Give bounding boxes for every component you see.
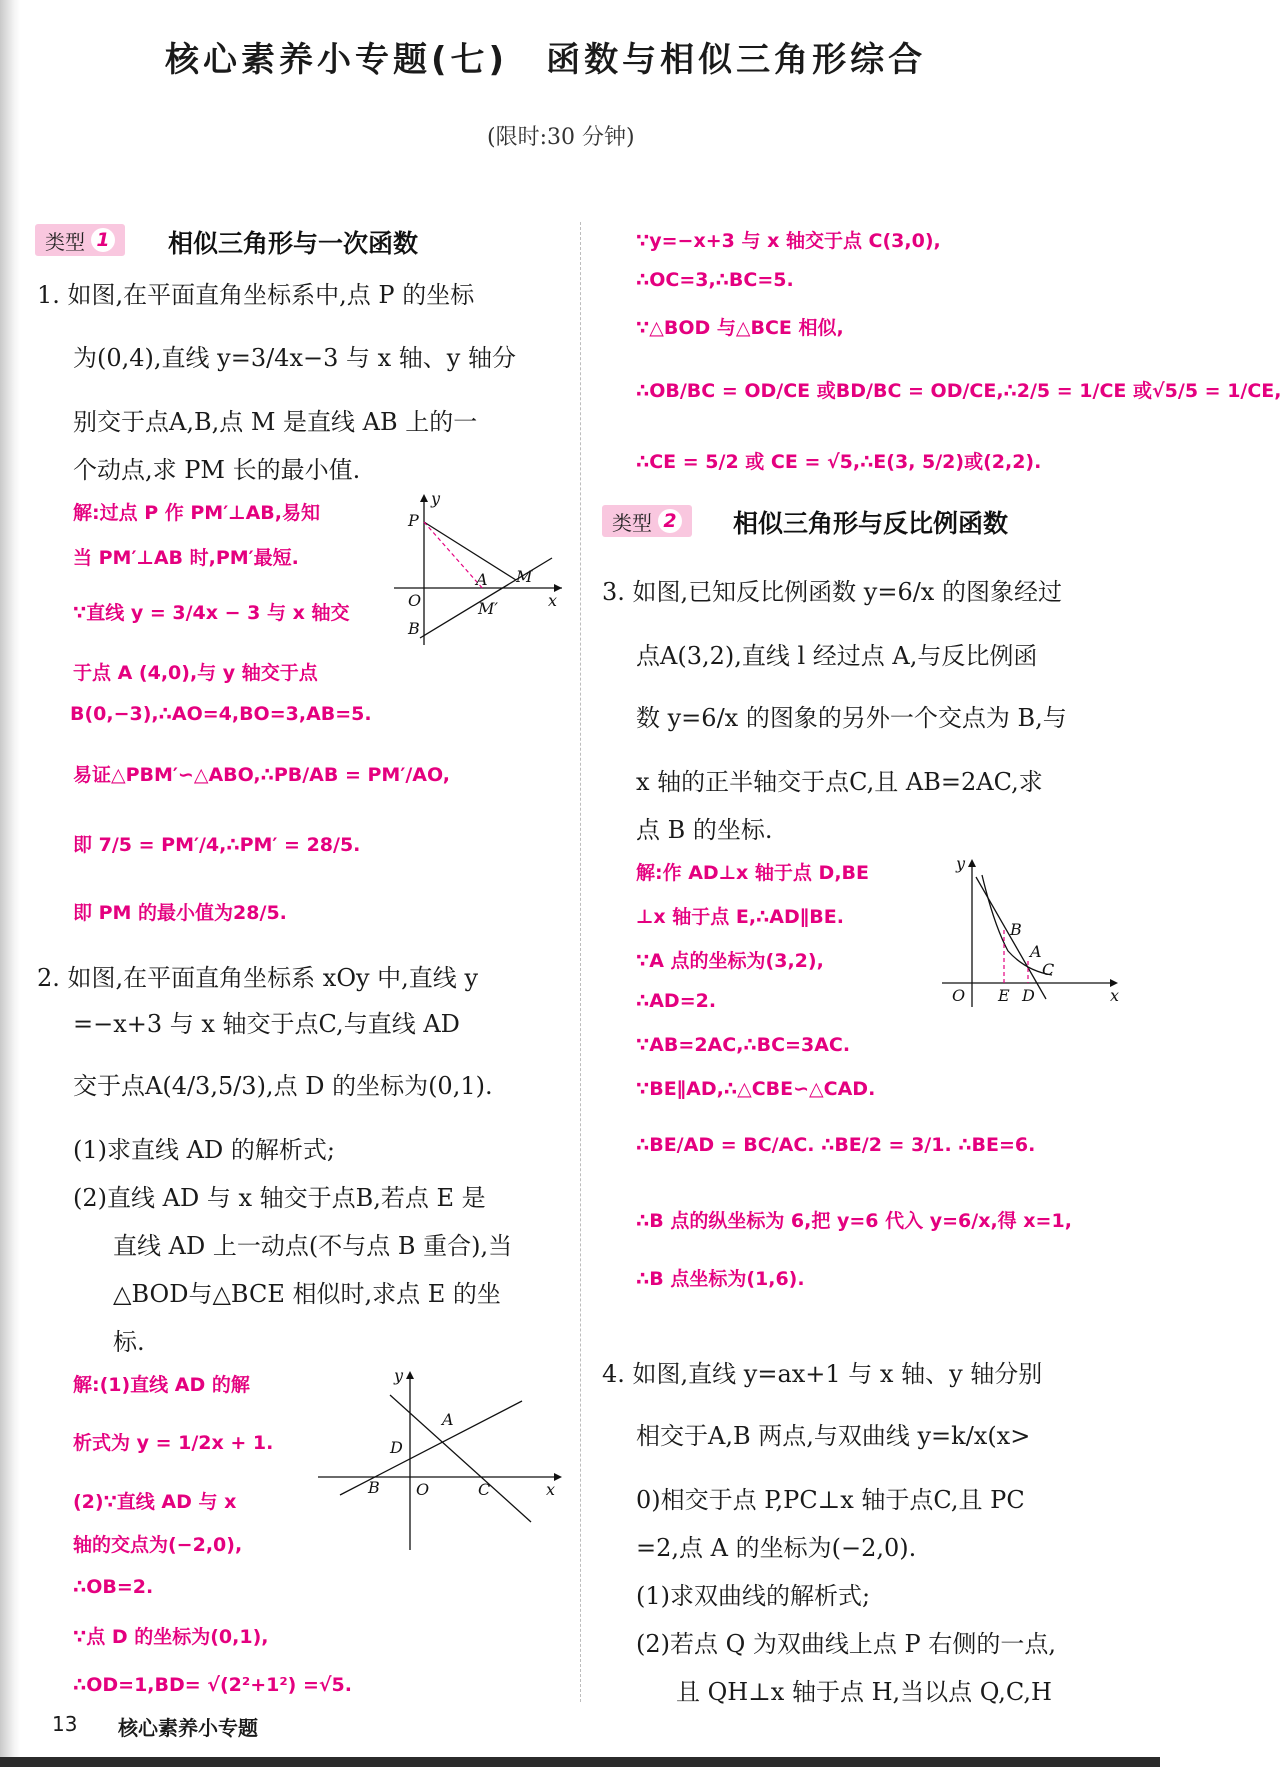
q3-solution-line: ∵AB=2AC,∴BC=3AC. — [636, 1034, 851, 1056]
q3-figure — [940, 855, 1130, 1010]
q3-figure-label: y — [956, 854, 966, 873]
q2-solution-right-line: ∵△BOD 与△BCE 相似, — [636, 317, 844, 339]
q2-figure-label: D — [390, 1438, 403, 1457]
q2-solution-line: 轴的交点为(−2,0), — [73, 1534, 243, 1556]
q1-figure-label: A — [476, 570, 488, 589]
q1-solution-line: 即 7/5 = PM′/4,∴PM′ = 28/5. — [73, 834, 361, 856]
type2-badge-number: 2 — [658, 509, 682, 533]
q2-solution-line: ∴OD=1,BD= √(2²+1²) =√5. — [73, 1674, 352, 1696]
q3-figure-label: C — [1042, 960, 1055, 979]
q1-figure-label: B — [408, 619, 420, 638]
q3-solution-line: ∴BE/AD = BC/AC. ∴BE/2 = 3/1. ∴BE=6. — [636, 1134, 1036, 1156]
bottom-bar — [0, 1757, 1160, 1767]
q1-line: 个动点,求 PM 长的最小值. — [73, 456, 361, 484]
q3-solution-line: ∵BE∥AD,∴△CBE∽△CAD. — [636, 1078, 876, 1100]
q2-solution-right-line: ∵y=−x+3 与 x 轴交于点 C(3,0), — [636, 230, 941, 252]
q3-line: 数 y=6/x 的图象的另外一个交点为 B,与 — [636, 704, 1067, 732]
type2-badge-label: 类型 — [612, 510, 652, 535]
q4-line: (1)求双曲线的解析式; — [636, 1582, 871, 1610]
q2-figure-label: A — [442, 1410, 454, 1429]
q1-solution-line: B(0,−3),∴AO=4,BO=3,AB=5. — [70, 703, 372, 725]
q2-solution-right-line: ∴OC=3,∴BC=5. — [636, 269, 794, 291]
footer-title: 核心素养小专题 — [118, 1716, 258, 1740]
q3-solution-line: 解:作 AD⊥x 轴于点 D,BE — [636, 862, 869, 884]
q3-figure-label: A — [1030, 942, 1042, 961]
type1-title: 相似三角形与一次函数 — [168, 229, 419, 258]
q4-line: 4. 如图,直线 y=ax+1 与 x 轴、y 轴分别 — [602, 1360, 1043, 1388]
q1-solution-line: 于点 A (4,0),与 y 轴交于点 — [73, 662, 318, 684]
q2-line: 2. 如图,在平面直角坐标系 xOy 中,直线 y — [37, 964, 478, 992]
type2-title: 相似三角形与反比例函数 — [733, 509, 1009, 538]
q3-line: 3. 如图,已知反比例函数 y=6/x 的图象经过 — [602, 578, 1062, 606]
q2-figure — [316, 1365, 566, 1550]
q4-line: (2)若点 Q 为双曲线上点 P 右侧的一点, — [636, 1630, 1056, 1658]
q2-line: 直线 AD 上一动点(不与点 B 重合),当 — [113, 1232, 513, 1260]
q1-solution-line: 即 PM 的最小值为28/5. — [73, 902, 287, 924]
q4-line: 0)相交于点 P,PC⊥x 轴于点C,且 PC — [636, 1486, 1025, 1514]
q3-line: x 轴的正半轴交于点C,且 AB=2AC,求 — [636, 768, 1043, 796]
type1-badge — [35, 224, 125, 256]
q2-line: =−x+3 与 x 轴交于点C,与直线 AD — [73, 1010, 460, 1038]
q3-line: 点A(3,2),直线 l 经过点 A,与反比例函 — [636, 642, 1038, 670]
q2-solution-right-line: ∴CE = 5/2 或 CE = √5,∴E(3, 5/2)或(2,2). — [636, 451, 1042, 473]
q3-solution-line: ⊥x 轴于点 E,∴AD∥BE. — [636, 906, 844, 928]
q1-figure-label: y — [431, 489, 441, 508]
q2-figure-label: C — [478, 1480, 491, 1499]
q3-line: 点 B 的坐标. — [636, 816, 773, 844]
q2-line: △BOD与△BCE 相似时,求点 E 的坐 — [113, 1280, 501, 1308]
q2-line: (2)直线 AD 与 x 轴交于点B,若点 E 是 — [73, 1184, 486, 1212]
q3-figure-label: x — [1110, 986, 1120, 1005]
q2-solution-line: 析式为 y = 1/2x + 1. — [73, 1432, 274, 1454]
type1-badge-number: 1 — [91, 228, 115, 252]
q1-figure-label: O — [408, 591, 422, 610]
q4-line: 相交于A,B 两点,与双曲线 y=k/x(x> — [636, 1422, 1031, 1450]
q1-solution-line: 易证△PBM′∽△ABO,∴PB/AB = PM′/AO, — [73, 764, 450, 786]
q3-figure-label: E — [998, 986, 1010, 1005]
time-limit: (限时:30 分钟) — [487, 125, 635, 150]
q2-line: 交于点A(4/3,5/3),点 D 的坐标为(0,1). — [73, 1072, 493, 1100]
q2-figure-label: O — [416, 1480, 430, 1499]
q2-solution-line: 解:(1)直线 AD 的解 — [73, 1374, 250, 1396]
q2-figure-label: y — [394, 1366, 404, 1385]
q1-solution-line: 当 PM′⊥AB 时,PM′最短. — [73, 547, 299, 569]
q1-figure-label: P — [408, 511, 419, 530]
q2-line: (1)求直线 AD 的解析式; — [73, 1136, 335, 1164]
q1-figure-label: M′ — [478, 599, 499, 618]
q2-solution-right-line: ∴OB/BC = OD/CE 或BD/BC = OD/CE,∴2/5 = 1/CE 或√5/5 = 1/CE, — [636, 380, 1282, 402]
q2-solution-line: ∴OB=2. — [73, 1576, 154, 1598]
q1-line: 别交于点A,B,点 M 是直线 AB 上的一 — [73, 408, 478, 436]
q3-figure-label: O — [952, 986, 966, 1005]
q1-figure — [390, 490, 570, 650]
column-divider — [580, 222, 581, 1702]
q1-figure-label: x — [548, 591, 558, 610]
q3-figure-label: D — [1022, 986, 1035, 1005]
q1-solution-line: 解:过点 P 作 PM′⊥AB,易知 — [73, 502, 320, 524]
q3-solution-line: ∴B 点坐标为(1,6). — [636, 1268, 805, 1290]
type1-badge-label: 类型 — [45, 229, 85, 254]
q3-solution-line: ∴B 点的纵坐标为 6,把 y=6 代入 y=6/x,得 x=1, — [636, 1210, 1072, 1232]
q3-solution-line: ∵A 点的坐标为(3,2), — [636, 950, 824, 972]
q3-solution-line: ∴AD=2. — [636, 990, 717, 1012]
q1-solution-line: ∵直线 y = 3/4x − 3 与 x 轴交 — [73, 602, 350, 624]
page-title: 核心素养小专题(七) 函数与相似三角形综合 — [165, 40, 927, 80]
q3-figure-label: B — [1010, 920, 1022, 939]
q4-line: =2,点 A 的坐标为(−2,0). — [636, 1534, 917, 1562]
q2-figure-label: B — [368, 1478, 380, 1497]
q1-line: 1. 如图,在平面直角坐标系中,点 P 的坐标 — [37, 281, 475, 309]
page-edge-shadow — [0, 0, 20, 1767]
type2-badge — [602, 505, 692, 537]
q1-line: 为(0,4),直线 y=3/4x−3 与 x 轴、y 轴分 — [73, 344, 516, 372]
q1-figure-label: M — [516, 567, 533, 586]
q2-line: 标. — [113, 1328, 145, 1356]
page-number: 13 — [52, 1712, 78, 1736]
q2-solution-line: ∵点 D 的坐标为(0,1), — [73, 1626, 269, 1648]
q2-figure-label: x — [546, 1480, 556, 1499]
q4-line: 且 QH⊥x 轴于点 H,当以点 Q,C,H — [676, 1678, 1052, 1706]
q2-solution-line: (2)∵直线 AD 与 x — [73, 1491, 237, 1513]
